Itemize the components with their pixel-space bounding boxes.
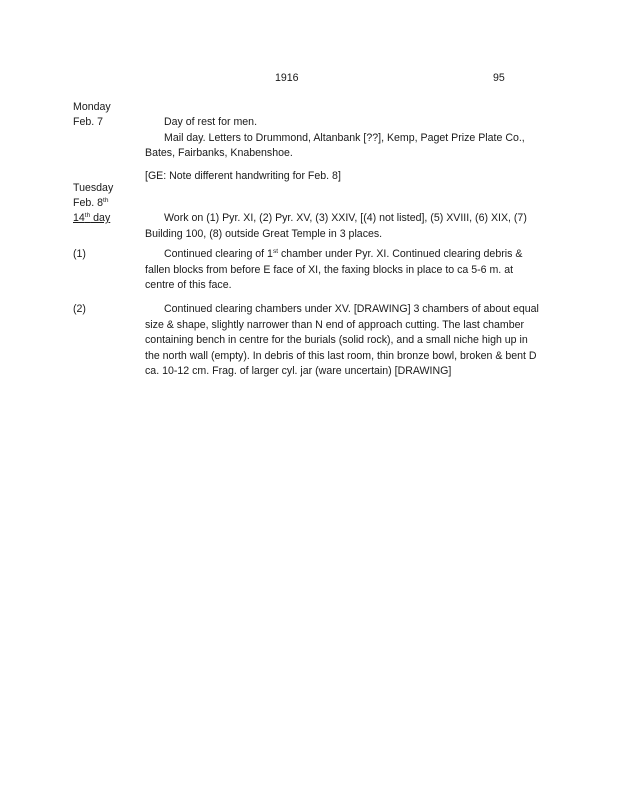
day-count-sup: th xyxy=(84,212,91,219)
page-number: 95 xyxy=(493,72,505,84)
date-sup: th xyxy=(103,197,109,204)
date-prefix: Feb. 8 xyxy=(73,197,104,209)
item-1-text-a: Continued clearing of 1 xyxy=(164,248,273,260)
rest-day-line: Day of rest for men. xyxy=(164,116,258,128)
date-label-feb8 xyxy=(73,196,108,211)
page-year: 1916 xyxy=(275,72,299,84)
item-1-label: (1) xyxy=(73,248,86,260)
item-2-label: (2) xyxy=(73,303,86,315)
item-2-text xyxy=(145,302,545,380)
day-count-number: 14 xyxy=(73,212,85,224)
item-1-text xyxy=(145,247,545,294)
item-1-text-b: chamber under Pyr. XI. Continued clearing debris & fallen blocks from before E face of XI, the faxing blocks in place to ca 5-6 m. at centre of this face. xyxy=(145,248,523,291)
date-label-feb7: Feb. 7 xyxy=(73,116,104,128)
day-count-word: day xyxy=(90,212,111,224)
editor-note: [GE: Note different handwriting for Feb. 8] xyxy=(145,170,341,182)
mail-day-line: Mail day. Letters to Drummond, Altanbank [??], Kemp, Paget Prize Plate Co., Bates, Fairbanks, Knabenshoe. xyxy=(145,131,525,159)
entry-tuesday-work xyxy=(145,211,545,242)
day-label-monday: Monday xyxy=(73,101,111,113)
day-count-label xyxy=(73,211,110,226)
work-list: Work on (1) Pyr. XI, (2) Pyr. XV, (3) XXIV, [(4) not listed], (5) XVIII, (6) XIX, (7) Building 100, (8) outside Great Temple in 3 places. xyxy=(145,212,527,240)
item-1-sup: st xyxy=(272,248,279,255)
item-2-paragraph: Continued clearing chambers under XV. [DRAWING] 3 chambers of about equal size & shape, slightly narrower than N end of approach cutting. The last chamber containing bench in centre for the burials (solid rock), and a small niche high up in the north wall (empty). In debris of this last room, thin bronze bowl, broken & bent D ca. 10-12 cm. Frag. of larger cyl. jar (ware uncertain) [DRAWING] xyxy=(145,303,539,377)
entry-monday xyxy=(145,115,545,162)
day-label-tuesday: Tuesday xyxy=(73,182,114,194)
